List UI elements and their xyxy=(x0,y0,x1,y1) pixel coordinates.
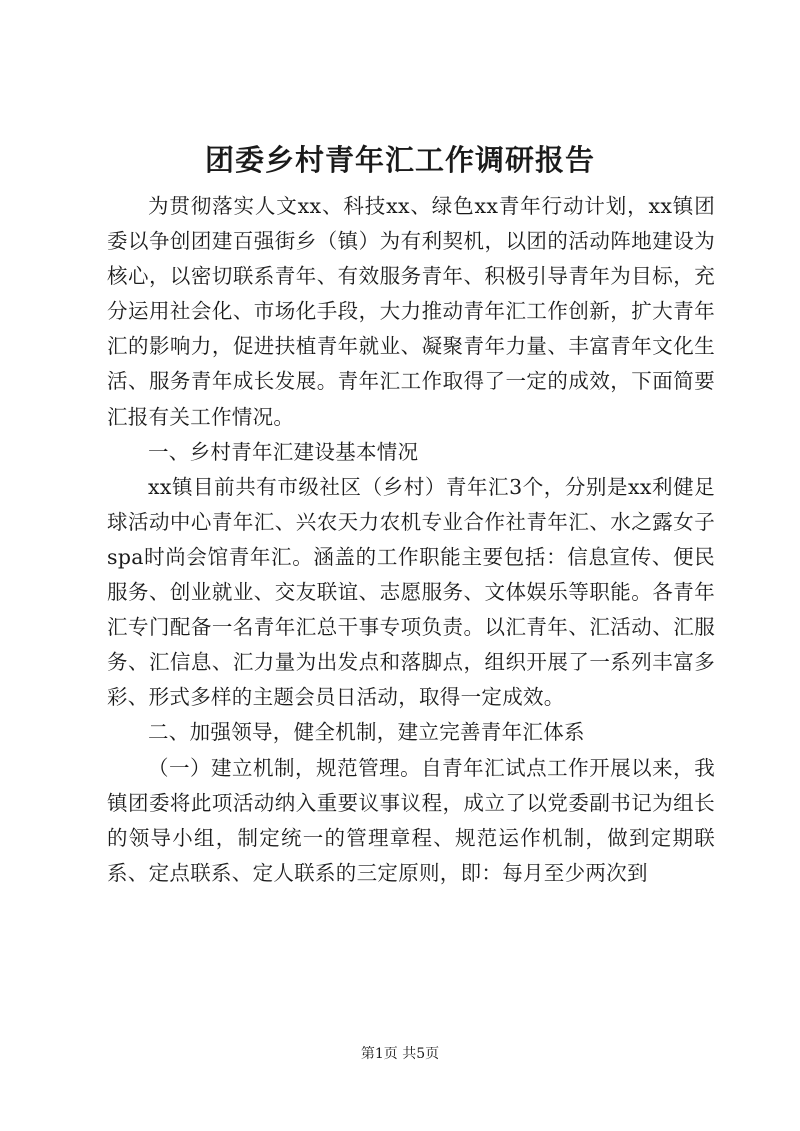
paragraph-intro: 为贯彻落实人文xx、科技xx、绿色xx青年行动计划，xx镇团委以争创团建百强街乡（镇）为有利契机，以团的活动阵地建设为核心，以密切联系青年、有效服务青年、积极引导青年为目标，充分运用社会化、市场化手段，大力推动青年汇工作创新，扩大青年汇的影响力，促进扶植青年就业、凝聚青年力量、丰富青年文化生活、服务青年成长发展。青年汇工作取得了一定的成效，下面简要汇报有关工作情况。 xyxy=(107,194,715,429)
section-heading-2: 二、加强领导，健全机制，建立完善青年汇体系 xyxy=(148,720,585,745)
paragraph-section-1: xx镇目前共有市级社区（乡村）青年汇3个，分别是xx利健足球活动中心青年汇、兴农天力农机专业合作社青年汇、水之露女子spa时尚会馆青年汇。涵盖的工作职能主要包括：信息宣传、便民服务、创业就业、交友联谊、志愿服务、文体娱乐等职能。各青年汇专门配备一名青年汇总干事专项负责。以汇青年、汇活动、汇服务、汇信息、汇力量为出发点和落脚点，组织开展了一系列丰富多彩、形式多样的主题会员日活动，取得一定成效。 xyxy=(107,474,715,710)
section-heading-1: 一、乡村青年汇建设基本情况 xyxy=(148,439,419,464)
document-body xyxy=(107,189,715,891)
paragraph-subsection-1: （一）建立机制，规范管理。自青年汇试点工作开展以来，我镇团委将此项活动纳入重要议事议程，成立了以党委副书记为组长的领导小组，制定统一的管理章程、规范运作机制，做到定期联系、定点联系、定人联系的三定原则，即：每月至少两次到 xyxy=(107,755,715,885)
document-title: 团委乡村青年汇工作调研报告 xyxy=(204,143,595,177)
page-number-footer: 第1页 共5页 xyxy=(360,1046,440,1062)
